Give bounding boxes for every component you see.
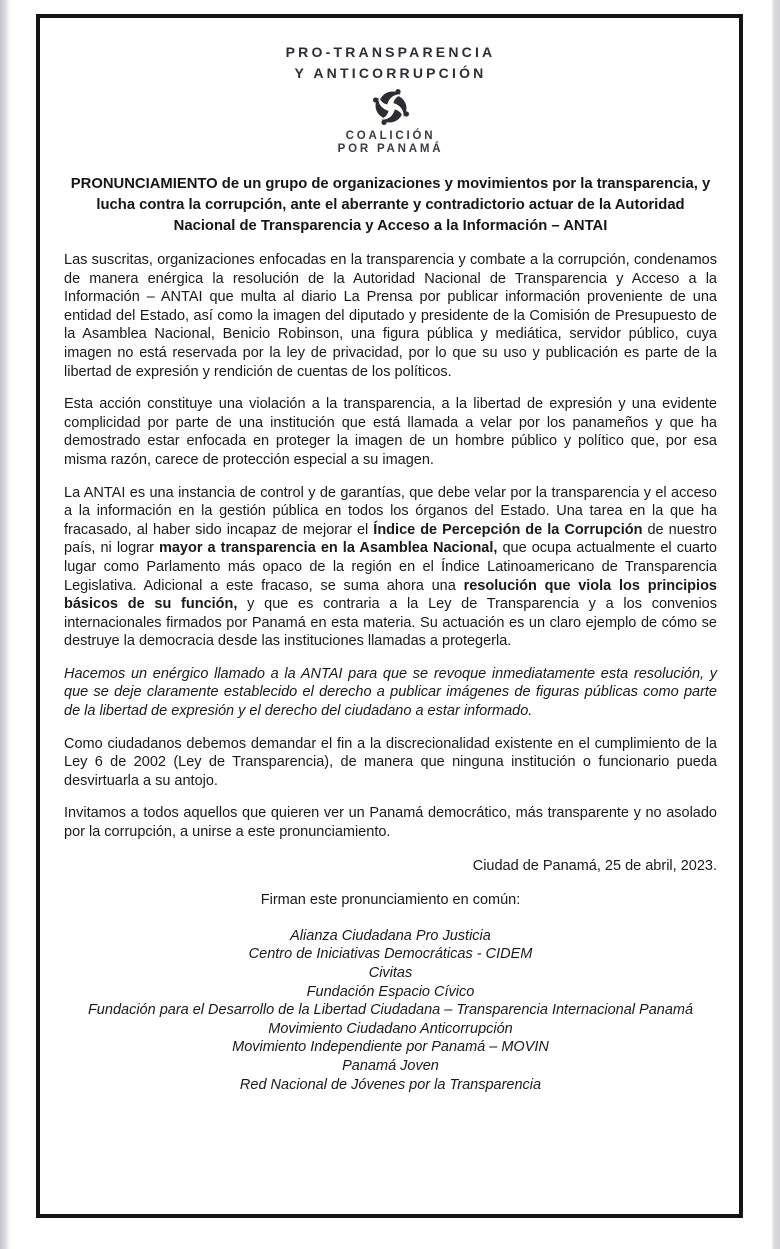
signatories-list	[64, 927, 717, 1094]
document-sheet	[36, 14, 743, 1218]
paragraph-4-italic: Hacemos un enérgico llamado a la ANTAI para que se revoque inmediatamente esta resolución, y que se deje claramente establecido el derecho a publicar imágenes de figuras públicas como parte de la libertad de expresión y el derecho del ciudadano a estar informado.	[64, 665, 717, 720]
signatory-item: Red Nacional de Jóvenes por la Transparencia	[239, 1076, 542, 1093]
signatory-item: Movimiento Ciudadano Anticorrupción	[268, 1020, 513, 1037]
scan-edge-right	[771, 0, 780, 1249]
signatory-item: Fundación para el Desarrollo de la Libertad Ciudadana – Transparencia Internacional Panamá	[87, 1002, 694, 1019]
paragraph-3-seg3: que ocupa actualmente el cuarto lugar como Parlamento más opaco de la región en el Índice Latinoamericano de Transparencia Legislativa. Adicional a este fracaso, se suma ahora una	[64, 540, 717, 594]
logo-container	[64, 86, 717, 128]
paragraph-3-bold1: Índice de Percepción de la Corrupción	[373, 521, 643, 538]
paragraph-3-seg1: La ANTAI es una instancia de control y de garantías, que debe velar por la transparencia y el acceso a la información en la gestión pública en todos los órganos del Estado. Una tarea en la que ha fracasado, al haber sido incapaz de mejorar el	[64, 484, 717, 538]
paragraph-3-bold2: mayor a transparencia en la Asamblea Nacional,	[158, 540, 498, 557]
paragraph-5: Como ciudadanos debemos demandar el fin a la discrecionalidad existente en el cumplimiento de la Ley 6 de 2002 (Ley de Transparencia), de manera que ninguna institución o funcionario pueda desvirtuarla a su antojo.	[64, 735, 717, 789]
paragraph-6: Invitamos a todos aquellos que quieren ver un Panamá democrático, más transparente y no asolado por la corrupción, a unirse a este pronunciamiento.	[64, 805, 717, 841]
coalition-name-line1: COALICIÓN	[345, 130, 436, 142]
document-title: PRONUNCIAMIENTO de un grupo de organizaciones y movimientos por la transparencia, y lucha contra la corrupción, ante el aberrante y contradictorio actuar de la Autoridad Nacional de Transparencia y Acceso a la Información – ANTAI	[70, 176, 711, 234]
signatory-item: Movimiento Independiente por Panamá – MOVIN	[232, 1039, 549, 1056]
paragraph-3	[64, 484, 717, 651]
paragraph-2: Esta acción constituye una violación a la transparencia, a la libertad de expresión y una evidente complicidad por parte de una institución que está llamada a velar por los panameños y que ha demostrado estar enfocada en proteger la imagen de un hombre público y político que, por esa misma razón, carece de protección especial a su imagen.	[64, 396, 717, 468]
coalition-name-line2: POR PANAMÁ	[337, 143, 444, 155]
paragraph-3-seg4: y que es contraria a la Ley de Transparencia y a los convenios internacionales firmados por Panamá en esta materia. Su actuación es un claro ejemplo de cómo se destruye la democracia desde las instituciones llamadas a protegerla.	[64, 596, 717, 650]
paragraph-1: Las suscritas, organizaciones enfocadas en la transparencia y combate a la corrupción, condenamos de manera enérgica la resolución de la Autoridad Nacional de Transparencia y Acceso a la Información – ANTAI que multa al diario La Prensa por publicar información proveniente de una entidad del Estado, así como la imagen del diputado y presidente de la Comisión de Presupuesto de la Asamblea Nacional, Benicio Robinson, una figura pública y mediática, servidor público, cuya imagen no está reservada por la ley de privacidad, por lo que su uso y publicación es parte de la libertad de expresión y rendición de cuentas de los políticos.	[64, 252, 717, 380]
org-name-line2: Y ANTICORRUPCIÓN	[294, 65, 487, 81]
paragraph-3-seg2: de nuestro país, ni lograr	[64, 521, 717, 557]
paragraph-3-bold3: resolución que viola los principios básicos de su función,	[64, 577, 717, 613]
org-name-line1: PRO-TRANSPARENCIA	[285, 44, 496, 60]
signatory-item: Fundación Espacio Cívico	[306, 983, 475, 1000]
scan-edge-left	[0, 0, 10, 1249]
date-line: Ciudad de Panamá, 25 de abril, 2023.	[472, 857, 717, 874]
org-name	[64, 42, 717, 84]
coalition-name	[64, 130, 717, 156]
signatories-heading: Firman este pronunciamiento en común:	[260, 892, 521, 909]
signatory-item: Civitas	[368, 965, 413, 981]
signatory-item: Centro de Iniciativas Democráticas - CIDEM	[248, 946, 533, 963]
signatory-item: Panamá Joven	[342, 1057, 439, 1074]
signatory-item: Alianza Ciudadana Pro Justicia	[290, 927, 491, 944]
coalition-pinwheel-logo-icon	[368, 86, 414, 103]
